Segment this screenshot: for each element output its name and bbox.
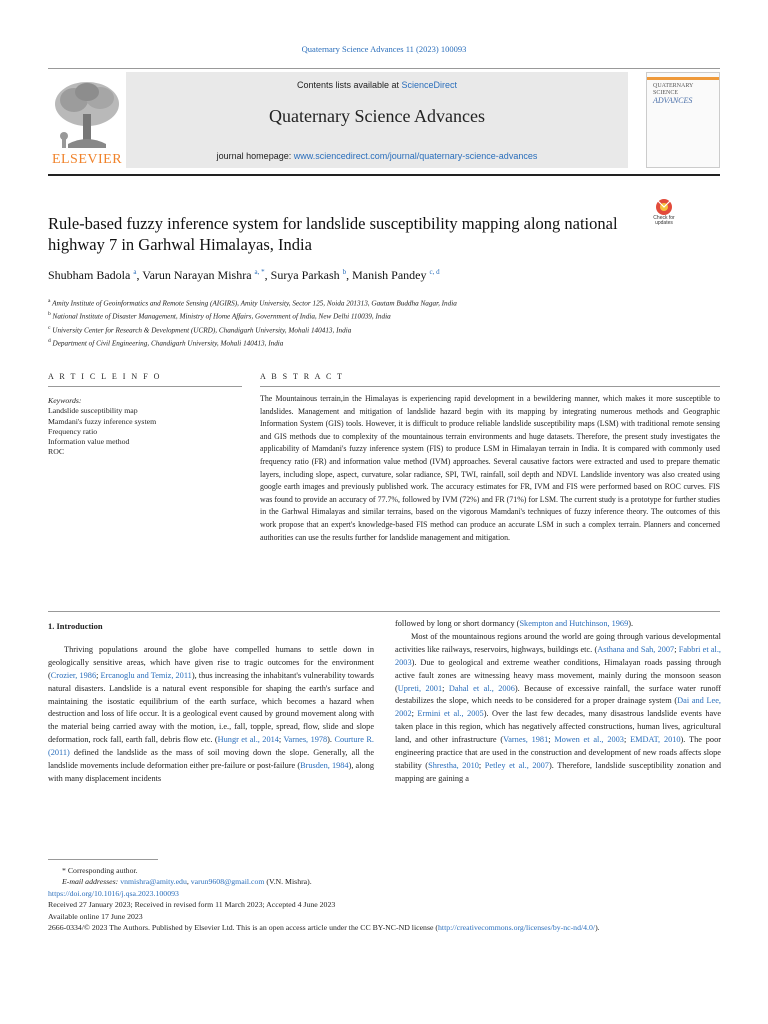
cover-title-line1: QUATERNARY SCIENCE	[653, 83, 694, 96]
text-run: ).	[327, 735, 335, 745]
elsevier-logo	[48, 76, 126, 168]
citation-link[interactable]: Courture R. (2011)	[48, 735, 374, 758]
affiliation-item	[48, 323, 720, 336]
citation-link[interactable]: Fabbri et al., 2003	[395, 644, 721, 667]
license-line	[48, 922, 720, 933]
author-affiliation-marker[interactable]: b	[342, 268, 347, 276]
email-suffix: (V.N. Mishra).	[264, 877, 312, 887]
citation-link[interactable]: Mowen et al., 2003	[554, 735, 624, 745]
citation-link[interactable]: Petley et al., 2007	[484, 760, 549, 770]
body-column-left	[48, 620, 374, 786]
author-affiliation-marker[interactable]: c, d	[429, 268, 440, 276]
affiliation-text: National Institute of Disaster Management, Ministry of Home Affairs, Government of India, New Delhi 110039, India	[52, 312, 391, 321]
text-run: ;	[478, 760, 485, 770]
doi-link[interactable]: https://doi.org/10.1016/j.qsa.2023.100093	[48, 888, 179, 898]
text-run: ). Because of excessive rainfall, the surface water runoff destabilizes the slope, which needs to be considered for a proper drainage system (	[395, 683, 721, 706]
homepage-link[interactable]: www.sciencedirect.com/journal/quaternary-science-advances	[293, 151, 538, 161]
affiliation-marker: b	[48, 311, 51, 318]
text-run: Thriving populations around the globe have compelled humans to settle down in geologically sensitive areas, which have given rise to tragic outcomes for the environment (	[48, 644, 374, 680]
tree-logo-icon	[48, 76, 126, 152]
cover-title-line2: ADVANCES	[653, 96, 693, 105]
license-text-end: ).	[595, 923, 600, 933]
citation-link[interactable]: Hungr et al., 2014	[217, 735, 279, 745]
citation-link[interactable]: Varnes, 1981	[503, 735, 549, 745]
journal-cover-thumbnail	[646, 72, 720, 168]
text-run: ), thus increasing the inhabitant's vulnerability towards natural disasters. Landslide is a natural event responsible for shaping the earth's surface and maintaining the isostatic equilibrium of the earth surface, which becomes a hazard when destruction and loss of life occur. It is a geological event caused by ground movement along with the material being carried away with the motion, i.e., fall, topple, spread, flow, slide and slope deformation, rock fall, earth fall, debris flow etc. (	[48, 670, 374, 745]
text-run: followed by long or short dormancy (	[395, 619, 520, 628]
author-name[interactable]: Manish Pandey	[352, 268, 427, 282]
affiliation-item	[48, 336, 720, 349]
author-list: Shubham Badola $^a$, Varun Narayan Mishra $^{a, *}$, Surya Parkash $^b$, Manish Pandey $^{c, d}$	[48, 268, 440, 282]
citation-link[interactable]: Upreti, 2001	[397, 683, 443, 693]
email-separator: ,	[186, 877, 191, 887]
license-text: 2666-0334/© 2023 The Authors. Published by Elsevier Ltd. This is an open access article under the CC BY-NC-ND license (	[48, 923, 438, 933]
affiliation-text: Amity Institute of Geoinformatics and Remote Sensing (AIGIRS), Amity University, Sector 125, Noida 201313, Gautam Buddha Nagar, India	[52, 299, 457, 308]
journal-reference[interactable]: Quaternary Science Advances 11 (2023) 100093	[301, 44, 467, 54]
author-affiliation-marker[interactable]: a	[133, 268, 137, 276]
email-label: E-mail addresses:	[62, 877, 119, 887]
text-run: ;	[674, 644, 679, 654]
author-name[interactable]: Varun Narayan Mishra	[142, 268, 252, 282]
body-paragraph	[48, 644, 374, 786]
check-updates-label: Check for updates	[653, 215, 675, 226]
text-run: ;	[548, 735, 555, 745]
author-affiliation-marker[interactable]: a, *	[254, 268, 265, 276]
abstract-heading: A B S T R A C T	[260, 372, 345, 381]
affiliation-marker: c	[48, 324, 51, 331]
affiliation-text: University Center for Research & Development (UCRD), Chandigarh University, Mohali 140413, India	[52, 326, 352, 335]
text-run: ). Due to geological and extreme weather conditions, Himalayan roads passing through active fault zones are witnessing heavy mass movement, mainly during the monsoon season (	[395, 657, 721, 693]
sciencedirect-link[interactable]: ScienceDirect	[401, 80, 458, 90]
text-run: ). Over the last few decades, many disastrous landslide events have taken place in this region, which has negatively affected constructions, human lives, agricultural land, and other infrastructure (	[395, 709, 721, 745]
text-run: ;	[96, 670, 101, 680]
email-link[interactable]: varun9608@gmail.com	[190, 877, 265, 887]
article-info-divider	[48, 386, 242, 387]
journal-title: Quaternary Science Advances	[269, 106, 485, 126]
citation-link[interactable]: Shrestha, 2010	[428, 760, 479, 770]
body-column-right	[395, 618, 721, 786]
affiliation-item	[48, 296, 720, 309]
citation-link[interactable]: Varnes, 1978	[283, 735, 328, 745]
author-name[interactable]: Surya Parkash	[270, 268, 340, 282]
text-run: ). The poor engineering practice that are used in the construction and development of new roads affects slope stability (	[395, 735, 721, 770]
citation-link[interactable]: Ermini et al., 2005	[417, 709, 484, 719]
affiliation-marker: a	[48, 298, 51, 304]
keywords-label: Keywords:	[48, 396, 82, 405]
top-divider	[48, 68, 720, 69]
text-run: ;	[278, 735, 284, 745]
text-run: ). Therefore, landslide susceptibility zonation and mapping are gaining a	[395, 760, 721, 783]
contents-line	[126, 80, 628, 90]
check-updates-icon	[646, 198, 682, 216]
abstract-text: The Mountainous terrain,in the Himalayas is experiencing rapid development in a bewildering manner, which makes it more susceptible to landslides. Management and mitigation of landslide hazard begin with its mapping by integrating numerous methods and Geographic Information System (GIS) tools. However, it is difficult to produce reliable landslide susceptibility maps (LSM) with traditional remote sensing and GIS methods due to complexity of the mountainous terrain environments and huge datasets. Therefore, the present study investigates the applicability of Mamdani's fuzzy inference system (FIS) to produce LSM in Himalayan terrain in India. It is compared with commonly used frequency ratio (FR) and information value method (IVM) approaches. Several causative factors were extracted and used to prepare thematic layers, including slope, aspect, curvature, solar radiance, SPI, TWI, rainfall, soil depth and NDVI. Landslide inventory was also created using google earth images and previously published work. The accuracy estimates for FR, IVM and FIS were performed based on ROC curves. FIS was found to provide an accuracy of 77.7%, followed by IVM (72%) and FR (71%) for LSM. The current study is a prototype for further studies in the Garhwal Himalayas and similar terrains, based on the vigorous Mamdani's techniques of fuzzy inference theory. The outcomes of this work propose that an expert's knowledge-based FIS method can produce an accurate LSM in such a complex terrain. Planners and concerned authorities can use the results further for landslide management and mitigation.	[260, 394, 720, 542]
affiliation-item	[48, 309, 720, 322]
header-divider	[48, 174, 720, 176]
elsevier-wordmark: ELSEVIER	[51, 152, 123, 167]
footnote-divider	[48, 859, 158, 860]
cover-band	[647, 77, 720, 80]
author-name[interactable]: Shubham Badola	[48, 268, 131, 282]
text-run: ).	[628, 619, 634, 628]
affiliation-list	[48, 296, 720, 350]
text-run: ;	[411, 709, 418, 719]
citation-link[interactable]: EMDAT, 2010	[630, 735, 681, 745]
check-for-updates-badge[interactable]	[646, 198, 682, 234]
affiliation-marker: d	[48, 338, 51, 345]
contents-prefix: Contents lists available at	[296, 80, 402, 90]
homepage-line	[126, 151, 628, 161]
license-link[interactable]: http://creativecommons.org/licenses/by-nc-nd/4.0/	[438, 923, 596, 933]
citation-link[interactable]: Dahal et al., 2006	[448, 683, 515, 693]
email-link[interactable]: vnmishra@amity.edu	[120, 877, 187, 887]
keyword-item: Information value method	[48, 437, 130, 447]
citation-link[interactable]: Ercanoglu and Temiz, 2011	[100, 670, 192, 680]
abstract-bottom-divider	[48, 611, 720, 612]
body-paragraph	[395, 618, 721, 631]
keywords-list	[48, 396, 242, 458]
footnotes	[48, 865, 720, 933]
citation-link[interactable]: Asthana and Sah, 2007	[597, 644, 675, 654]
keyword-item: Mamdani's fuzzy inference system	[48, 416, 157, 426]
available-online-date: Available online 17 June 2023	[48, 911, 143, 921]
homepage-prefix: journal homepage:	[216, 151, 294, 161]
text-run: ;	[623, 735, 631, 745]
keyword-item: ROC	[48, 447, 65, 457]
section-heading-introduction: 1. Introduction	[48, 621, 103, 631]
abstract-divider	[260, 386, 720, 387]
citation-link[interactable]: Brusden, 1984	[300, 761, 349, 771]
cover-title	[653, 83, 715, 104]
paper-title: Rule-based fuzzy inference system for landslide susceptibility mapping along national highway 7 in Garhwal Himalayas, India	[48, 214, 618, 254]
received-dates: Received 27 January 2023; Received in revised form 11 March 2023; Accepted 4 June 2023	[48, 900, 336, 910]
corresponding-author-note: * Corresponding author.	[62, 866, 138, 875]
citation-link[interactable]: Skempton and Hutchinson, 1969	[519, 619, 629, 628]
keyword-item: Landslide susceptibility map	[48, 406, 138, 416]
keyword-item: Frequency ratio	[48, 426, 98, 436]
text-run: Most of the mountainous regions around the world are going through various developmental activities like railways, reservoirs, highways, buildings etc. (	[395, 631, 721, 654]
affiliation-text: Department of Civil Engineering, Chandigarh University, Mohali 140413, India	[52, 339, 284, 348]
email-line	[48, 876, 720, 887]
body-paragraph	[395, 631, 721, 786]
text-run: ;	[442, 683, 449, 693]
text-run: defined the landslide as the mass of soil moving down the slope. Generally, all the landslide movements include deformation either pre-failure or post-failure (	[48, 748, 374, 771]
text-run: ), along with many displacement incidents	[48, 761, 374, 783]
citation-link[interactable]: Crozier, 1986	[50, 670, 97, 680]
article-info-heading: A R T I C L E I N F O	[48, 372, 162, 381]
citation-link[interactable]: Dai and Lee, 2002	[395, 696, 721, 719]
